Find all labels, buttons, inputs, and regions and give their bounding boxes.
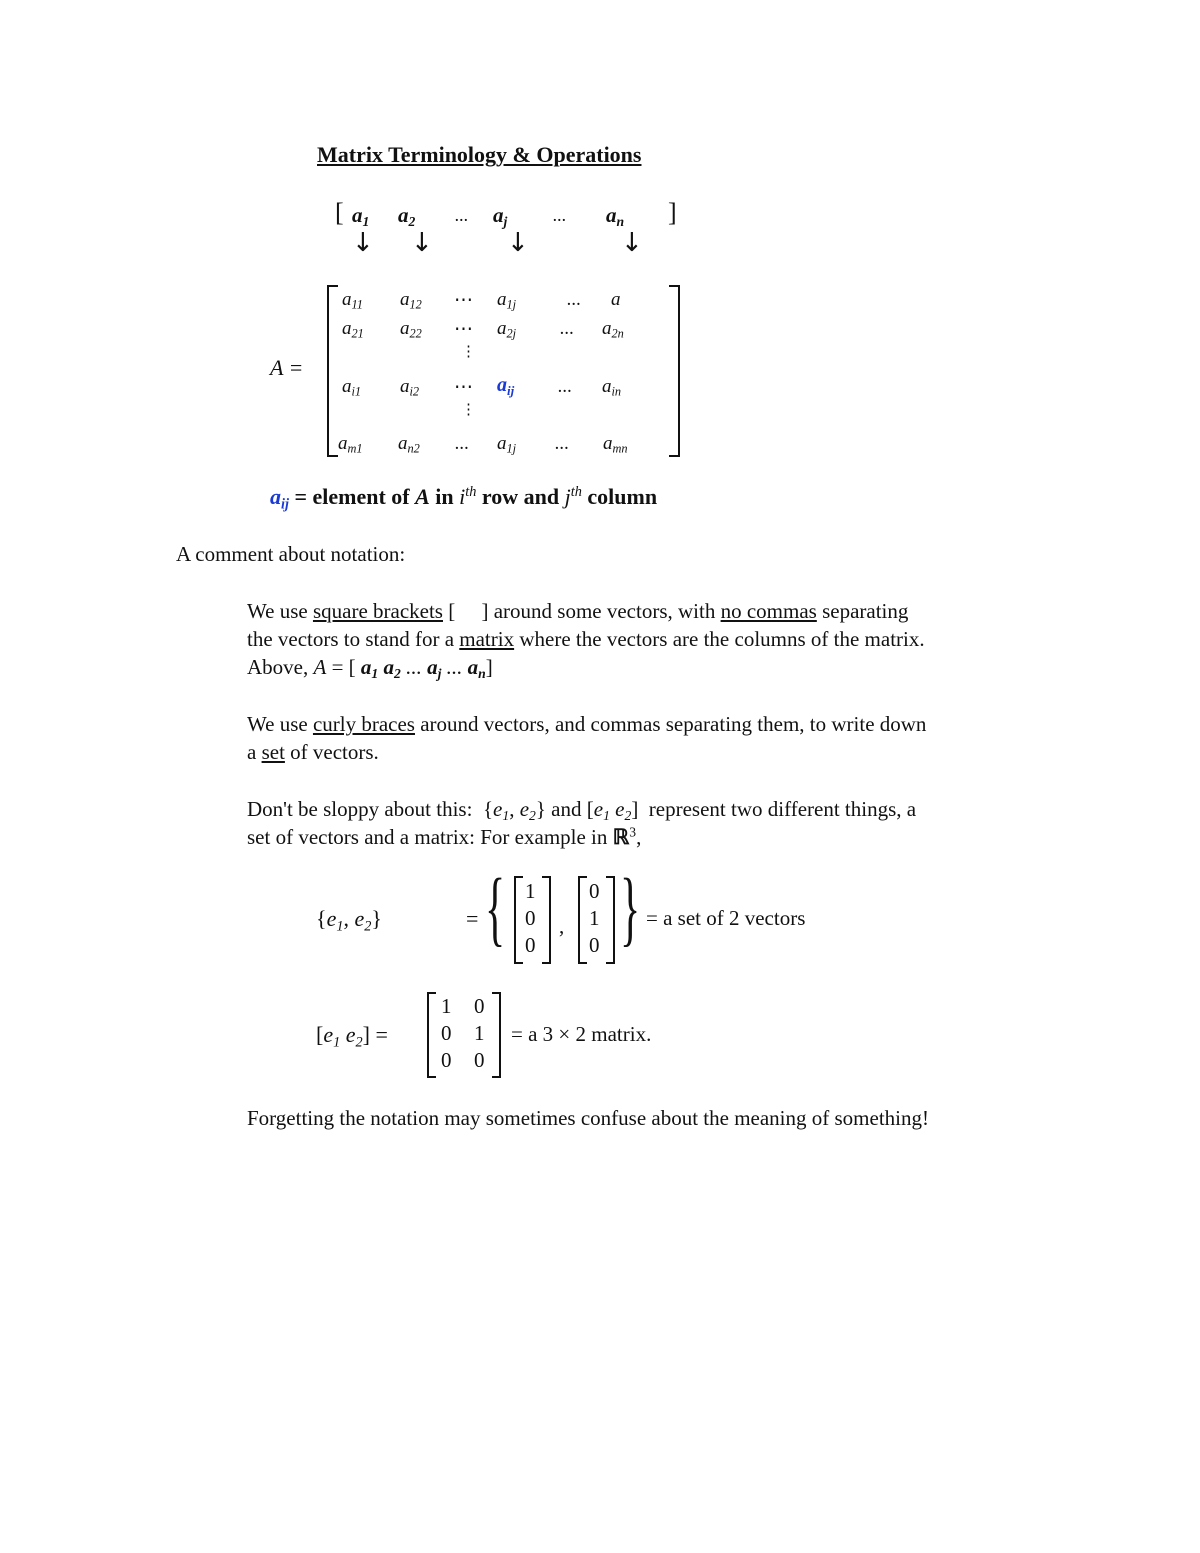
matrix-example-entry: 0 <box>441 1021 452 1045</box>
vector-entry: 0 <box>525 906 536 930</box>
matrix-cell: $a_{2j}$ <box>497 318 517 341</box>
matrix-cell: $a_{i2}$ <box>400 376 420 399</box>
matrix-cell: $a_{mn}$ <box>603 433 628 456</box>
matrix-cdots: ⋯ <box>454 319 473 340</box>
vector-entry: 0 <box>589 933 600 957</box>
vector-entry: 1 <box>589 906 600 930</box>
matrix-cell: $a_{21}$ <box>342 318 364 341</box>
down-arrow-icon: ↓ <box>507 228 529 258</box>
reals-symbol: ℝ <box>612 825 630 849</box>
down-arrow-icon: ↓ <box>621 228 643 258</box>
matrix-right-bracket <box>669 285 680 457</box>
matrix-ldots: ... <box>567 289 582 310</box>
col-a2: $a_2$ <box>398 203 416 230</box>
col-ellipsis-2: ... <box>553 205 567 225</box>
matrix-example-entry: 0 <box>474 1048 485 1072</box>
comment-heading: A comment about notation: <box>176 542 406 566</box>
matrix-cell: $a_{1j}$ <box>497 289 517 312</box>
matrix-cell: $a_{2n}$ <box>602 318 624 341</box>
vector-bracket <box>578 876 587 964</box>
matrix-example-rhs: = a 3 × 2 matrix. <box>511 1022 652 1046</box>
vector-bracket <box>606 876 615 964</box>
matrix-cell-aij: $a_{ij}$ <box>497 374 515 398</box>
matrix-cell: $a_{1j}$ <box>497 433 517 456</box>
paragraph-square-brackets: We use square brackets [ ] around some vectors, with no commas separating the vectors to stand for a matrix where the vectors are the columns of the matrix. Above, A = [ $a_1$ $a_2$ ... $a_j$ ... $a_n$] <box>247 599 925 682</box>
matrix-cell: $a_{i1}$ <box>342 376 362 399</box>
matrix-ldots: ... <box>560 318 575 339</box>
col-aj: $a_j$ <box>493 203 508 230</box>
paragraph-sloppy: Don't be sloppy about this: {$e_1$, $e_2$} and [$e_1$ $e_2$] represent two different things, a set of vectors and a matrix: For example in ℝ$^3$, <box>247 797 917 849</box>
col-a1: $a_1$ <box>352 203 370 230</box>
matrix-example-entry: 0 <box>474 994 485 1018</box>
matrix-cell: $a_{11}$ <box>342 289 363 312</box>
matrix-example-right-bracket <box>492 992 501 1078</box>
matrix-cell: $a_{m1}$ <box>338 433 363 456</box>
vector-entry: 0 <box>525 933 536 957</box>
matrix-example-entry: 1 <box>474 1021 485 1045</box>
set-rhs: = a set of 2 vectors <box>646 906 806 930</box>
matrix-ldots: ... <box>555 433 570 454</box>
closing-note: Forgetting the notation may sometimes confuse about the meaning of something! <box>247 1106 929 1130</box>
col-an: $a_n$ <box>606 203 625 230</box>
close-bracket: ] <box>668 198 677 227</box>
matrix-example-entry: 1 <box>441 994 452 1018</box>
matrix-lhs-e1e2: [$e_1$ $e_2$] = <box>316 1022 388 1051</box>
matrix-cdots: ⋯ <box>454 377 473 398</box>
set-equals: = <box>466 906 479 931</box>
matrix-cell: $a_{12}$ <box>400 289 422 312</box>
definition-line: $a_{ij}$ = element of A in $i^{th}$ row and $j^{th}$ column <box>270 484 658 513</box>
col-ellipsis-1: ... <box>455 205 469 225</box>
left-brace: { <box>485 862 506 955</box>
set-lhs: {$e_1$, $e_2$} <box>316 906 382 935</box>
open-bracket: [ <box>335 198 344 227</box>
down-arrow-icon: ↓ <box>411 228 433 258</box>
matrix-example-entry: 0 <box>441 1048 452 1072</box>
down-arrow-icon: ↓ <box>352 228 374 258</box>
paragraph-curly-braces: We use curly braces around vectors, and commas separating them, to write down a set of vectors. <box>247 712 927 764</box>
vector-bracket <box>542 876 551 964</box>
matrix-left-bracket <box>327 285 338 457</box>
vector-entry: 0 <box>589 879 600 903</box>
matrix-example-left-bracket <box>427 992 436 1078</box>
matrix-cdots: ⋯ <box>454 290 473 311</box>
vector-comma: , <box>559 914 565 938</box>
matrix-ldots: ... <box>455 433 470 454</box>
matrix-cell: $a_{in}$ <box>602 376 622 399</box>
matrix-cell: a <box>611 289 621 310</box>
aij-symbol: $a_{ij}$ <box>270 484 289 513</box>
page-title: Matrix Terminology & Operations <box>317 142 642 167</box>
matrix-vdots: ⋮ <box>461 344 476 360</box>
right-brace: } <box>620 862 641 955</box>
matrix-ldots: ... <box>558 376 573 397</box>
matrix-cell: $a_{22}$ <box>400 318 422 341</box>
matrix-lhs: A = <box>270 355 304 380</box>
vector-entry: 1 <box>525 879 536 903</box>
matrix-cell: $a_{n2}$ <box>398 433 420 456</box>
matrix-vdots: ⋮ <box>461 402 476 418</box>
vector-bracket <box>514 876 523 964</box>
